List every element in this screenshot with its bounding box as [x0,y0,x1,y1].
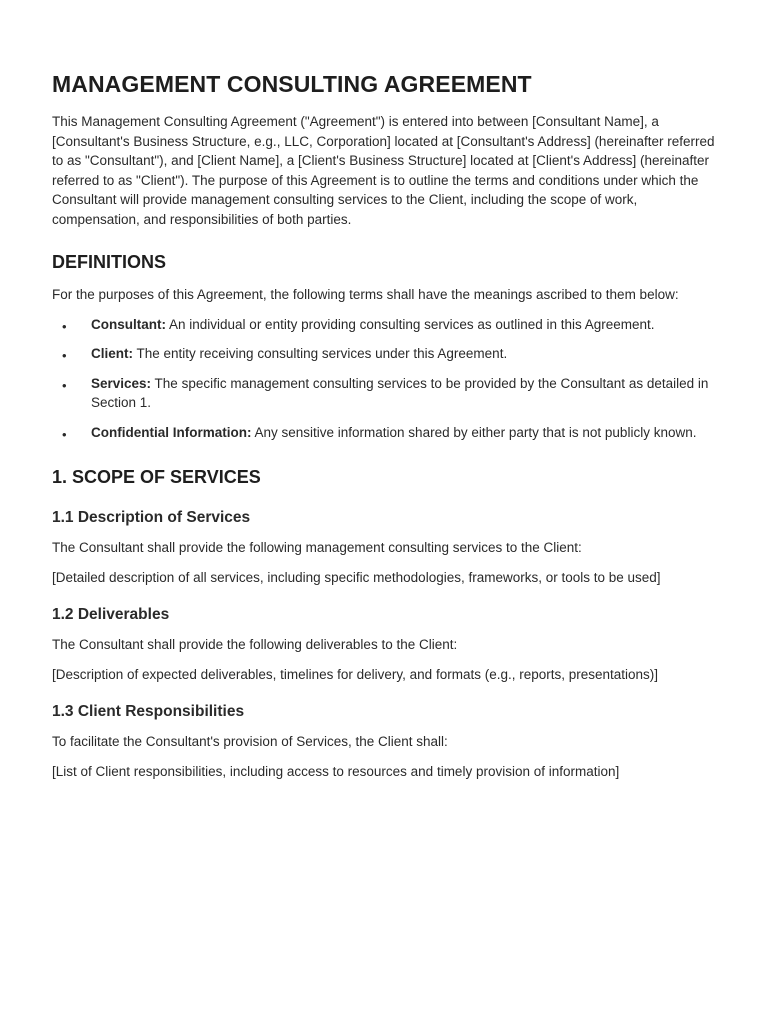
client-responsibilities-text: To facilitate the Consultant's provision of Services, the Client shall: [52,734,448,749]
client-responsibilities-placeholder: [List of Client responsibilities, including access to resources and timely provision of information] [52,763,620,779]
description-placeholder: [Detailed description of all services, including specific methodologies, frameworks, or tools to be used] [52,569,661,585]
client-responsibilities-heading: 1.3 Client Responsibilities [52,703,245,720]
document-title: MANAGEMENT CONSULTING AGREEMENT [52,71,532,97]
definition-text: Any sensitive information shared by either party that is not publicly known. [251,424,697,440]
definition-text: The specific management consulting services to be provided by the Consultant as detailed in Section 1. [91,375,709,410]
scope-heading: 1. SCOPE OF SERVICES [52,467,261,487]
description-heading: 1.1 Description of Services [52,509,251,526]
definition-item-consultant [52,315,718,335]
definitions-heading: DEFINITIONS [52,252,167,272]
definitions-list [52,315,718,443]
definition-text: An individual or entity providing consulting services as outlined in this Agreement. [166,316,655,332]
description-text: The Consultant shall provide the following management consulting services to the Client: [52,540,582,555]
bullet-icon: • [62,348,67,363]
definition-term: Services: [91,375,152,391]
definitions-lead: For the purposes of this Agreement, the following terms shall have the meanings ascribed to them below: [52,287,679,302]
definition-term: Client: [91,346,133,361]
intro-paragraph: This Management Consulting Agreement ("Agreement") is entered into between [Consultant Name], a [Consultant's Business Structure, e.g., LLC, Corporation] located at [Consultant's Address] (hereinafter referred to as "Consultant"), and [Client Name], a [Client's Business Structure] located at [Client's Address] (hereinafter referred to as "Client"). The purpose of this Agreement is to outline the terms and conditions under which the Consultant will provide management consulting services to the Client, including the scope of work, compensation, and responsibilities of both parties. [52,114,715,227]
definition-item-client [52,344,718,364]
definition-text: The entity receiving consulting services under this Agreement. [133,346,508,361]
deliverables-placeholder: [Description of expected deliverables, timelines for delivery, and formats (e.g., reports, presentations)] [52,666,659,682]
definition-item-confidential-information [52,423,718,443]
deliverables-text: The Consultant shall provide the following deliverables to the Client: [52,637,458,652]
definition-term: Confidential Information: [91,424,252,440]
deliverables-heading: 1.2 Deliverables [52,606,170,623]
bullet-icon: • [62,377,67,393]
bullet-icon: • [62,318,67,334]
definition-term: Consultant: [91,316,166,332]
bullet-icon: • [62,426,67,442]
definition-item-services [52,374,718,413]
